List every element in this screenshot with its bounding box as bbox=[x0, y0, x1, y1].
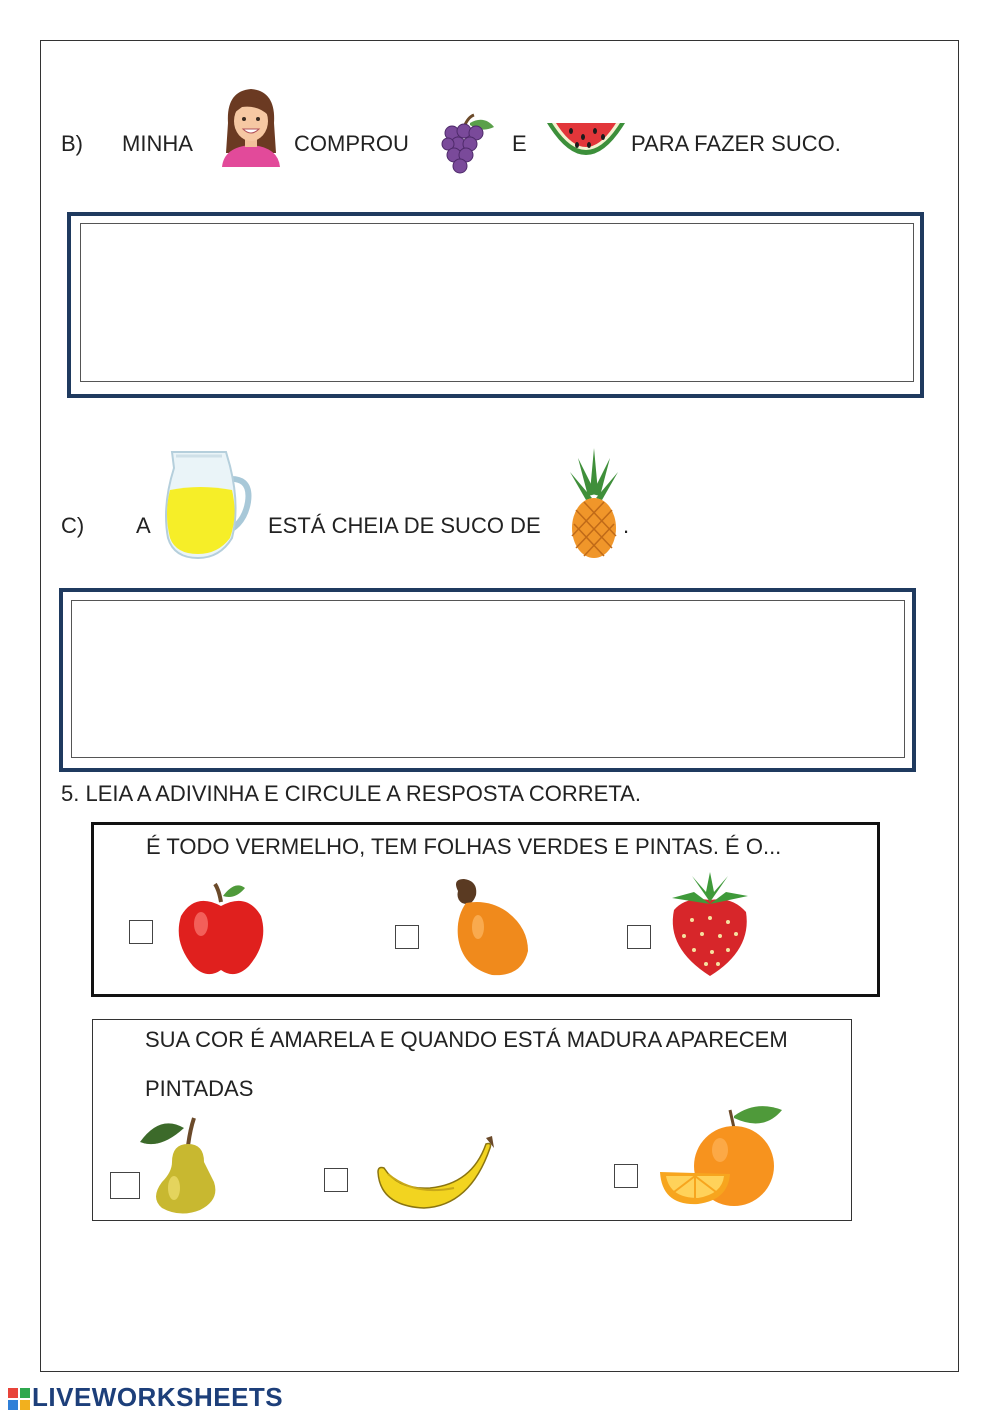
riddle-1-checkbox-strawberry[interactable] bbox=[627, 925, 651, 949]
strawberry-icon bbox=[662, 870, 756, 978]
juice-jug-icon bbox=[160, 446, 252, 560]
riddle-1-text: É TODO VERMELHO, TEM FOLHAS VERDES E PINTAS. É O... bbox=[146, 834, 782, 859]
pear-icon bbox=[138, 1116, 220, 1214]
section-b-word-e: E bbox=[512, 131, 527, 156]
section-c-word-a: A bbox=[136, 513, 151, 538]
riddle-1-checkbox-cashew[interactable] bbox=[395, 925, 419, 949]
riddle-2-checkbox-orange[interactable] bbox=[614, 1164, 638, 1188]
riddle-2-checkbox-banana[interactable] bbox=[324, 1168, 348, 1192]
logo-mark-icon bbox=[8, 1388, 30, 1410]
section-b-word-minha: MINHA bbox=[122, 131, 193, 156]
apple-icon bbox=[175, 880, 269, 978]
orange-icon bbox=[658, 1100, 786, 1212]
riddle-1-checkbox-apple[interactable] bbox=[129, 920, 153, 944]
banana-icon bbox=[374, 1134, 500, 1214]
liveworksheets-logo bbox=[8, 1382, 283, 1413]
section-c-word-esta-cheia: ESTÁ CHEIA DE SUCO DE bbox=[268, 513, 541, 538]
section-b-word-para-fazer-suco: PARA FAZER SUCO. bbox=[631, 131, 841, 156]
question-5-instruction: 5. LEIA A ADIVINHA E CIRCULE A RESPOSTA CORRETA. bbox=[61, 781, 641, 806]
woman-icon bbox=[218, 83, 284, 167]
riddle-2-text-line1: SUA COR É AMARELA E QUANDO ESTÁ MADURA APARECEM bbox=[145, 1027, 788, 1052]
section-b-label: B) bbox=[61, 131, 83, 156]
riddle-2-text-line2: PINTADAS bbox=[145, 1076, 254, 1101]
riddle-2-checkbox-pear[interactable] bbox=[110, 1172, 140, 1199]
grapes-icon bbox=[438, 113, 496, 179]
section-c-label: C) bbox=[61, 513, 85, 538]
section-c-period: . bbox=[623, 513, 630, 538]
pineapple-icon bbox=[568, 448, 620, 560]
section-b-word-comprou: COMPROU bbox=[294, 131, 409, 156]
logo-text: LIVEWORKSHEETS bbox=[32, 1382, 284, 1412]
answer-field-c[interactable] bbox=[71, 600, 905, 758]
answer-field-b[interactable] bbox=[80, 223, 914, 382]
watermelon-icon bbox=[545, 117, 627, 163]
cashew-icon bbox=[448, 877, 530, 977]
